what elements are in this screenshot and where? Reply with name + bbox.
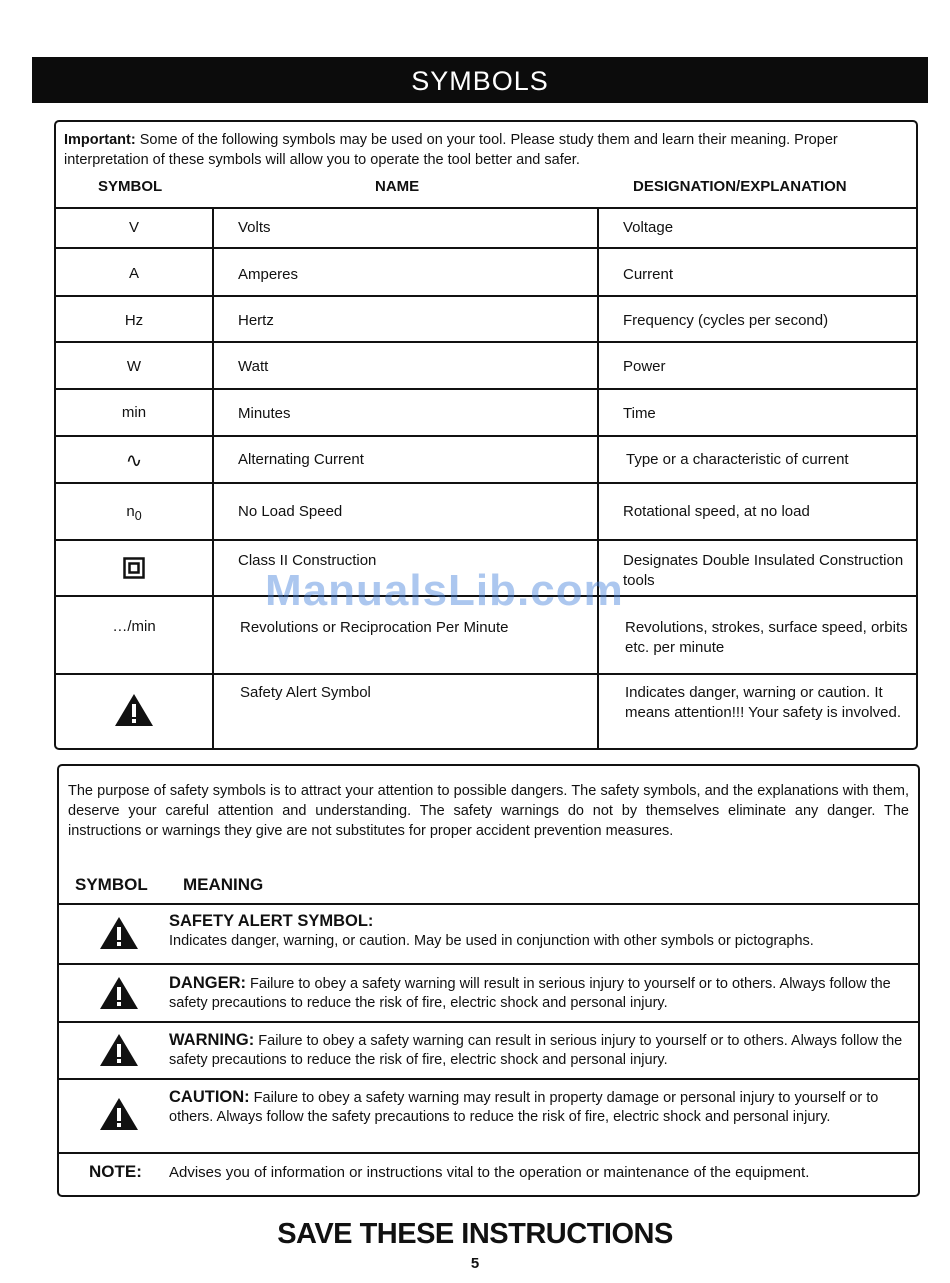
name-cell: Minutes bbox=[238, 405, 291, 422]
important-label: Important: bbox=[64, 132, 136, 148]
designation-cell: Power bbox=[623, 358, 666, 375]
name-cell: No Load Speed bbox=[238, 503, 343, 520]
safety-alert-triangle-icon bbox=[56, 692, 212, 732]
name-cell: Amperes bbox=[238, 266, 299, 283]
safety-alert-keyword: SAFETY ALERT SYMBOL: bbox=[169, 912, 374, 930]
class-ii-square-icon bbox=[56, 557, 212, 583]
grid-line bbox=[59, 963, 918, 965]
designation-cell: Current bbox=[623, 266, 674, 283]
safety-alert-triangle-icon bbox=[98, 1096, 140, 1132]
name-cell: Alternating Current bbox=[238, 451, 364, 468]
grid-line bbox=[212, 207, 214, 748]
caution-keyword: CAUTION: bbox=[169, 1088, 250, 1106]
danger-keyword: DANGER: bbox=[169, 974, 246, 992]
safety-alert-triangle-icon bbox=[98, 975, 140, 1011]
symbol-cell: V bbox=[128, 219, 139, 236]
section-title-banner bbox=[32, 57, 928, 103]
grid-line bbox=[56, 247, 916, 249]
name-cell: Class II Construction bbox=[238, 552, 377, 569]
warning-keyword: WARNING: bbox=[169, 1031, 255, 1049]
grid-line bbox=[56, 539, 916, 541]
symbol-cell: min bbox=[121, 404, 147, 421]
symbol-cell: A bbox=[128, 265, 139, 282]
grid-line bbox=[59, 1021, 918, 1023]
note-text: Advises you of information or instructions vital to the operation or maintenance of the equipment. bbox=[169, 1164, 810, 1181]
important-note bbox=[64, 131, 908, 170]
name-cell: Watt bbox=[238, 358, 269, 375]
designation-cell: Designates Double Insulated Construction tools bbox=[623, 552, 904, 589]
designation-cell: Frequency (cycles per second) bbox=[623, 312, 829, 329]
safety-alert-triangle-icon bbox=[98, 915, 140, 951]
page-number: 5 bbox=[470, 1255, 480, 1272]
note-label: NOTE: bbox=[89, 1162, 142, 1181]
designation-cell: Voltage bbox=[623, 219, 674, 236]
symbol-cell: Hz bbox=[124, 312, 144, 329]
designation-cell: Time bbox=[623, 405, 656, 422]
symbol-cell: …/min bbox=[112, 618, 156, 635]
safety-symbols-meaning bbox=[57, 764, 920, 1197]
symbol-cell: W bbox=[126, 358, 142, 375]
no-load-speed-subscript: 0 bbox=[134, 509, 142, 523]
grid-line bbox=[59, 1152, 918, 1154]
no-load-speed-symbol: n bbox=[126, 503, 135, 520]
header-name: NAME bbox=[375, 178, 420, 195]
grid-line bbox=[597, 207, 599, 748]
symbol-cell bbox=[56, 503, 212, 523]
danger-text: Failure to obey a safety warning will result in serious injury to yourself or to others. Always follow the safety precautions to reduce the risk of fire, electric shock and personal injury. bbox=[169, 976, 891, 1011]
alternating-current-icon: ∿ bbox=[125, 450, 143, 472]
grid-line bbox=[56, 341, 916, 343]
grid-line bbox=[56, 482, 916, 484]
grid-line bbox=[59, 1078, 918, 1080]
name-cell: Revolutions or Reciprocation Per Minute bbox=[240, 619, 509, 636]
name-cell: Hertz bbox=[238, 312, 274, 329]
grid-line bbox=[56, 388, 916, 390]
watermark: ManualsLib.com bbox=[265, 566, 624, 615]
caution-text: Failure to obey a safety warning may result in property damage or personal injury to yourself or to others. Always follow the safety precautions to reduce the risk of fire, electric shock and personal injury. bbox=[169, 1090, 879, 1125]
name-cell: Volts bbox=[238, 219, 271, 236]
safety-alert-triangle-icon bbox=[98, 1032, 140, 1068]
designation-cell: Indicates danger, warning or caution. It means attention!!! Your safety is involved. bbox=[625, 684, 901, 721]
section-title: SYMBOLS bbox=[411, 66, 549, 96]
header-symbol: SYMBOL bbox=[75, 875, 148, 894]
grid-line bbox=[56, 295, 916, 297]
name-cell: Safety Alert Symbol bbox=[240, 684, 371, 701]
grid-line bbox=[59, 903, 918, 905]
symbols-table bbox=[54, 120, 918, 750]
safety-alert-text: Indicates danger, warning, or caution. May be used in conjunction with other symbols or pictographs. bbox=[169, 932, 814, 949]
important-text: Some of the following symbols may be used on your tool. Please study them and learn their meaning. Proper interpretation of these symbols will allow you to operate the tool better and safer. bbox=[64, 132, 838, 168]
designation-cell: Type or a characteristic of current bbox=[626, 451, 849, 468]
designation-cell: Revolutions, strokes, surface speed, orbits etc. per minute bbox=[625, 619, 908, 656]
header-symbol: SYMBOL bbox=[98, 178, 163, 195]
header-designation: DESIGNATION/EXPLANATION bbox=[633, 178, 847, 195]
grid-line bbox=[56, 673, 916, 675]
header-meaning: MEANING bbox=[183, 875, 264, 894]
designation-cell: Rotational speed, at no load bbox=[623, 503, 810, 520]
save-instructions: SAVE THESE INSTRUCTIONS bbox=[277, 1218, 673, 1250]
warning-text: Failure to obey a safety warning can result in serious injury to yourself or to others. Always follow the safety precautions to reduce the risk of fire, electric shock and personal injury. bbox=[169, 1033, 903, 1068]
grid-line bbox=[56, 595, 916, 597]
grid-line bbox=[56, 207, 916, 209]
grid-line bbox=[56, 435, 916, 437]
purpose-paragraph: The purpose of safety symbols is to attract your attention to possible dangers. The safety symbols, and the explanations with them, deserve your careful attention and understanding. The safety warnings do not by themselves eliminate any danger. The instructions or warnings they give are not substitutes for proper accident prevention measures. bbox=[68, 783, 909, 839]
